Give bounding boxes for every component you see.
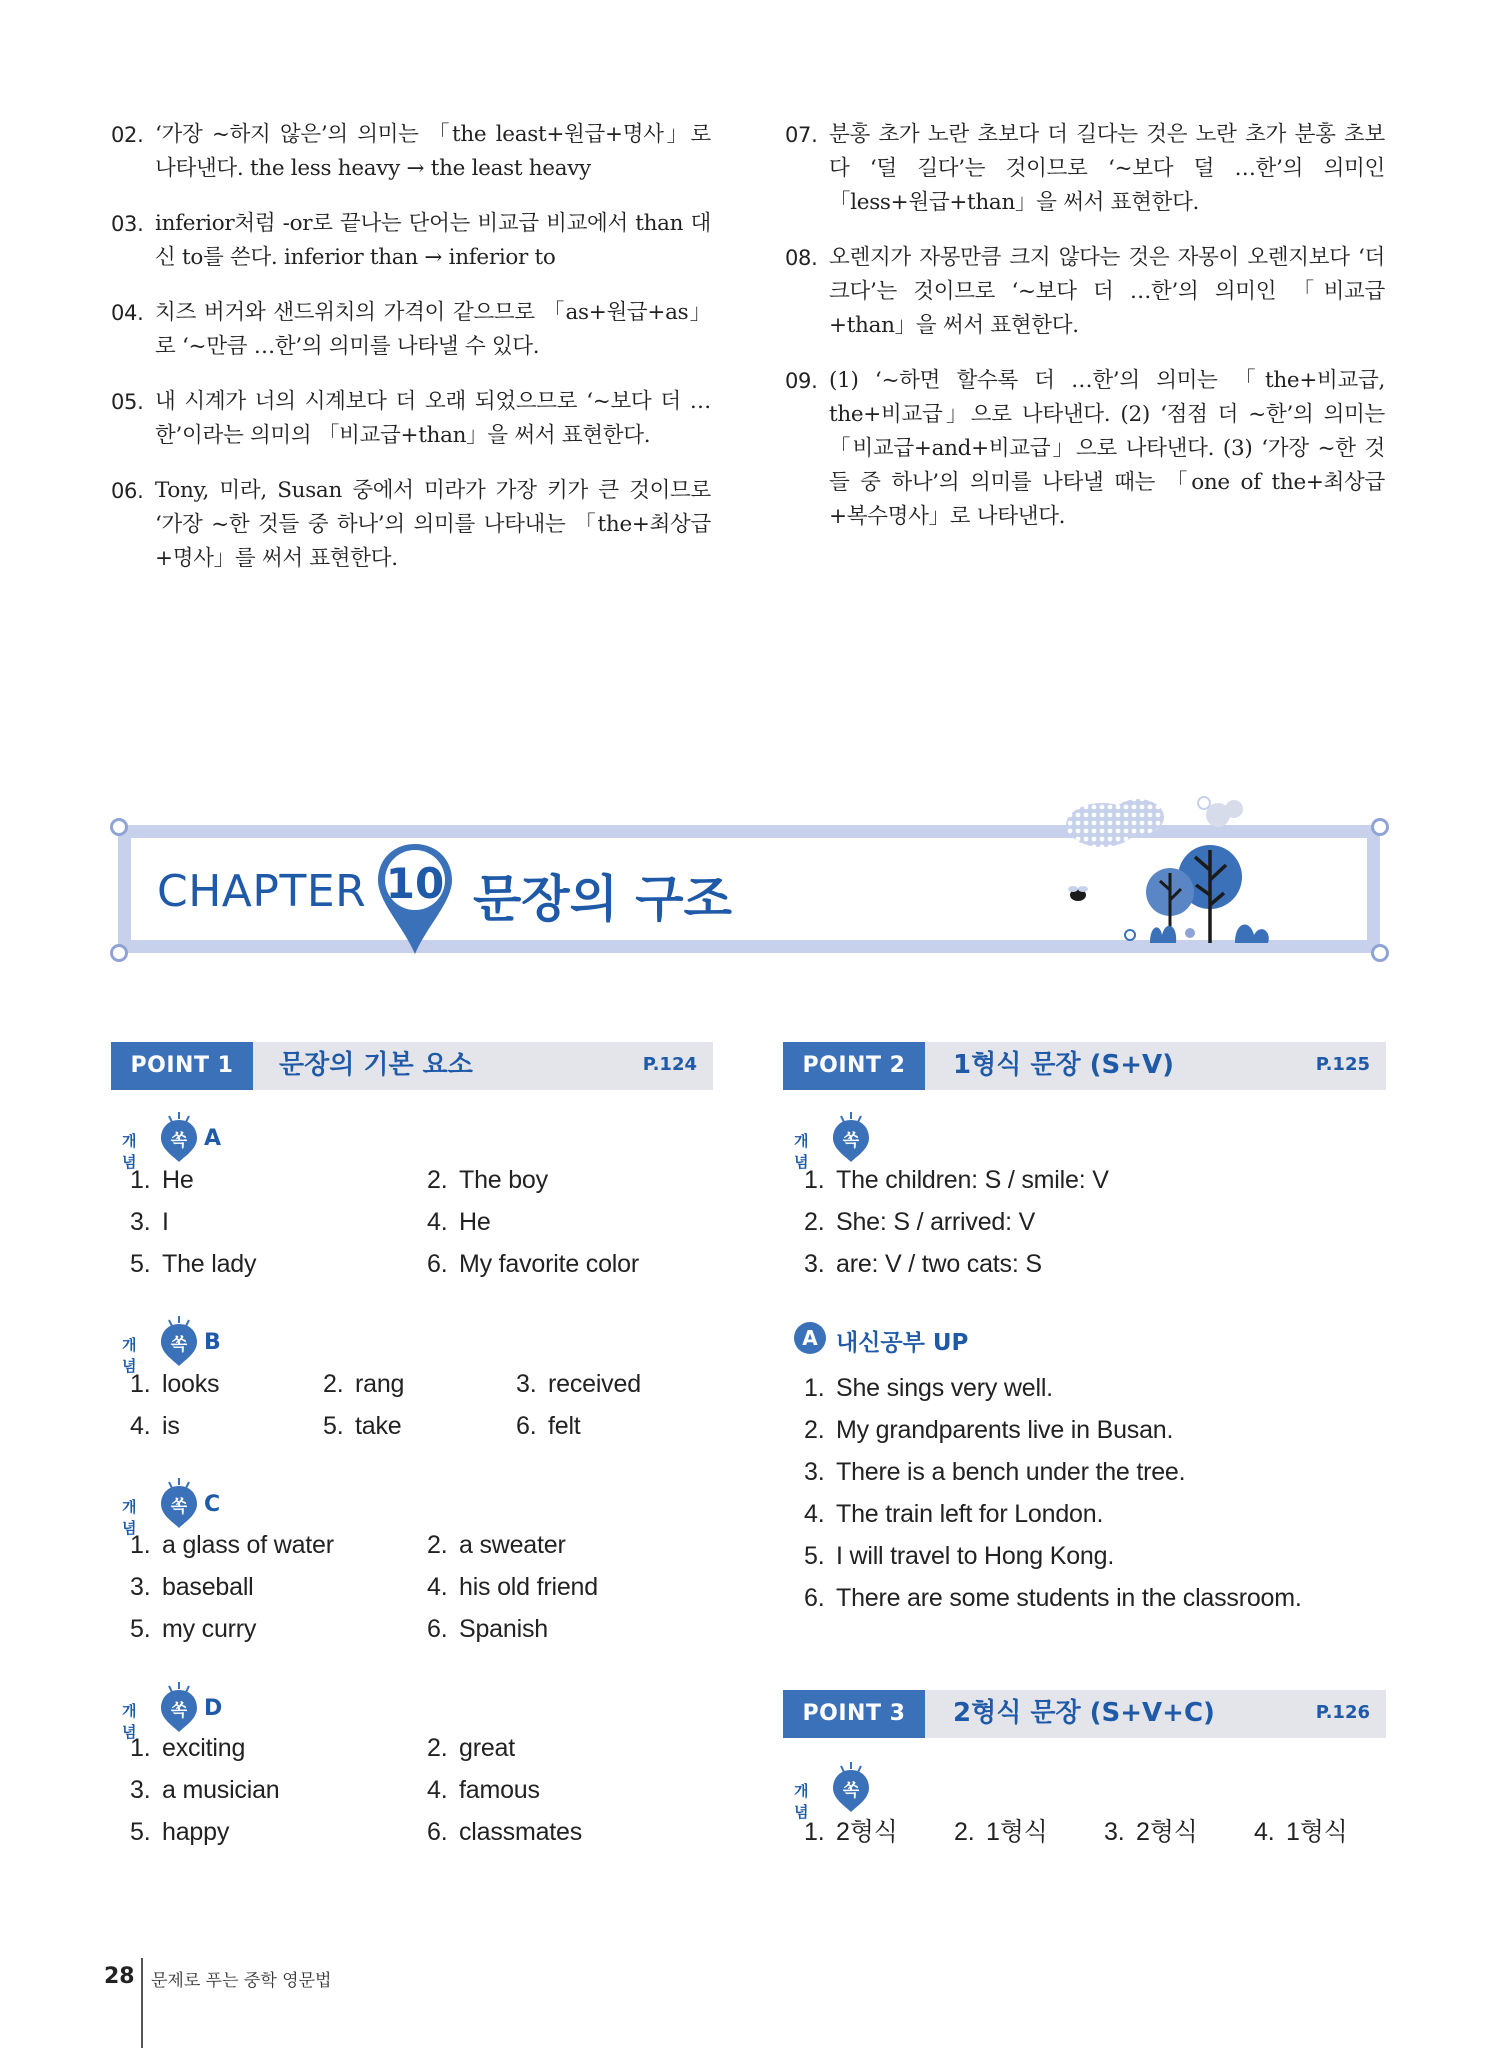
badge-pin-icon xyxy=(830,1110,872,1162)
badge-pin-icon xyxy=(158,1476,200,1528)
explanation-item: 09. (1) ‘~하면 할수록 더 …한’의 의미는 「the+비교급, the+비교급」으로 나타낸다. (2) ‘점점 더 ~한’의 의미는 「비교급+and+비교급」으로 나타낸다. (3) ‘가장 ~한 것들 중 하나’의 의미를 나타낼 때는 「one of the+최상급+복수명사」로 나타낸다. xyxy=(785,368,1385,529)
explanation-item: 06. Tony, 미라, Susan 중에서 미라가 가장 키가 큰 것이므로 ‘가장 ~한 것들 중 하나’의 의미를 나타내는 「the+최상급+명사」를 써서 표현한다. xyxy=(111,478,711,571)
point2-header xyxy=(783,1042,1386,1090)
point3-title: 2형식 문장 (S+V+C) xyxy=(953,1698,1215,1728)
explanation-item: 05. 내 시계가 너의 시계보다 더 오래 되었으므로 ‘~보다 더 …한’이라는 의미의 「비교급+than」을 써서 표현한다. xyxy=(111,389,711,448)
explanation-item: 08. 오렌지가 자몽만큼 크지 않다는 것은 자몽이 오렌지보다 ‘더 크다’는 것이므로 ‘~보다 더 …한’의 의미인 「비교급+than」을 써서 표현한다. xyxy=(785,245,1385,338)
banner-corner-dot xyxy=(110,944,128,962)
point1-page: P.124 xyxy=(642,1054,697,1075)
list-item: 3. 2형식 xyxy=(1104,1818,1198,1846)
point2-title: 1형식 문장 (S+V) xyxy=(953,1050,1175,1080)
point3-header xyxy=(783,1690,1386,1738)
list-item: 4. The train left for London. xyxy=(804,1500,1104,1528)
list-item: 2. a sweater xyxy=(427,1531,566,1559)
list-item: 4. famous xyxy=(427,1776,540,1804)
list-item: 5. my curry xyxy=(130,1615,257,1643)
list-item: 2. great xyxy=(427,1734,515,1762)
list-item: 3. received xyxy=(516,1370,641,1398)
banner-corner-dot xyxy=(110,818,128,836)
banner-corner-dot xyxy=(1371,944,1389,962)
list-item: 1. looks xyxy=(130,1370,220,1398)
list-item: 2. The boy xyxy=(427,1166,548,1194)
point3-label: POINT 3 xyxy=(783,1690,925,1738)
explanation-item: 07. 분홍 초가 노란 초보다 더 길다는 것은 노란 초가 분홍 초보다 ‘덜 길다’는 것이므로 ‘~보다 덜 …한’의 의미인 「less+원급+than」을 써서 표현한다. xyxy=(785,122,1385,215)
list-item: 3. baseball xyxy=(130,1573,254,1601)
list-item: 2. She: S / arrived: V xyxy=(804,1208,1036,1236)
list-item: 1. He xyxy=(130,1166,194,1194)
list-item: 2. rang xyxy=(323,1370,405,1398)
explanation-item: 03. inferior처럼 -or로 끝나는 단어는 비교급 비교에서 than 대신 to를 쓴다. inferior than → inferior to xyxy=(111,211,711,270)
trees-illustration-icon xyxy=(1050,795,1290,947)
list-item: 1. The children: S / smile: V xyxy=(804,1166,1109,1194)
list-item: 6. There are some students in the classroom. xyxy=(804,1584,1302,1612)
list-item: 4. his old friend xyxy=(427,1573,598,1601)
badge-pin-icon xyxy=(158,1314,200,1366)
svg-text:쏙: 쏙 xyxy=(170,1335,188,1355)
explanation-item: 04. 치즈 버거와 샌드위치의 가격이 같으므로 「as+원급+as」로 ‘~만큼 …한’의 의미를 나타낼 수 있다. xyxy=(111,300,711,359)
point3-page: P.126 xyxy=(1315,1702,1370,1723)
list-item: 1. 2형식 xyxy=(804,1818,898,1846)
list-item: 2. My grandparents live in Busan. xyxy=(804,1416,1174,1444)
explanations-left xyxy=(111,118,711,597)
banner-corner-dot xyxy=(1371,818,1389,836)
explanation-item: 02. ‘가장 ~하지 않은’의 의미는 「the least+원급+명사」로 나타낸다. the less heavy → the least heavy xyxy=(111,122,711,181)
list-item: 4. 1형식 xyxy=(1254,1818,1348,1846)
list-item: 6. Spanish xyxy=(427,1615,548,1643)
point1-label: POINT 1 xyxy=(111,1042,253,1090)
list-item: 6. classmates xyxy=(427,1818,583,1846)
list-item: 5. happy xyxy=(130,1818,230,1846)
point2-page: P.125 xyxy=(1315,1054,1370,1075)
svg-text:쏙: 쏙 xyxy=(842,1781,860,1801)
page-number: 28 xyxy=(104,1964,135,1989)
point2-label: POINT 2 xyxy=(783,1042,925,1090)
list-item: 3. There is a bench under the tree. xyxy=(804,1458,1186,1486)
list-item: 3. a musician xyxy=(130,1776,280,1804)
badge-pin-icon xyxy=(830,1760,872,1812)
list-item: 3. are: V / two cats: S xyxy=(804,1250,1042,1278)
point1-header xyxy=(111,1042,713,1090)
book-title: 문제로 푸는 중학 영문법 xyxy=(151,1971,332,1991)
list-item: 6. My favorite color xyxy=(427,1250,639,1278)
svg-text:쏙: 쏙 xyxy=(170,1701,188,1721)
list-item: 6. felt xyxy=(516,1412,581,1440)
chapter-word: CHAPTER xyxy=(157,866,367,917)
list-item: 1. a glass of water xyxy=(130,1531,334,1559)
footer-divider xyxy=(141,1958,143,2048)
list-item: 4. He xyxy=(427,1208,491,1236)
list-item: 1. She sings very well. xyxy=(804,1374,1053,1402)
list-item: 1. exciting xyxy=(130,1734,246,1762)
section-title: 내신공부 UP xyxy=(836,1330,969,1356)
explanations-right xyxy=(785,118,1385,555)
list-item: 3. I xyxy=(130,1208,169,1236)
badge-pin-icon xyxy=(158,1110,200,1162)
svg-text:쏙: 쏙 xyxy=(170,1497,188,1517)
list-item: 4. is xyxy=(130,1412,180,1440)
list-item: 5. I will travel to Hong Kong. xyxy=(804,1542,1115,1570)
chapter-number: 10 xyxy=(385,859,445,908)
svg-text:쏙: 쏙 xyxy=(170,1131,188,1151)
svg-text:쏙: 쏙 xyxy=(842,1131,860,1151)
list-item: 5. The lady xyxy=(130,1250,257,1278)
chapter-title: 문장의 구조 xyxy=(473,870,732,928)
section-letter-badge: A xyxy=(794,1322,826,1354)
list-item: 5. take xyxy=(323,1412,402,1440)
point1-title: 문장의 기본 요소 xyxy=(279,1050,473,1080)
badge-pin-icon xyxy=(158,1680,200,1732)
list-item: 2. 1형식 xyxy=(954,1818,1048,1846)
